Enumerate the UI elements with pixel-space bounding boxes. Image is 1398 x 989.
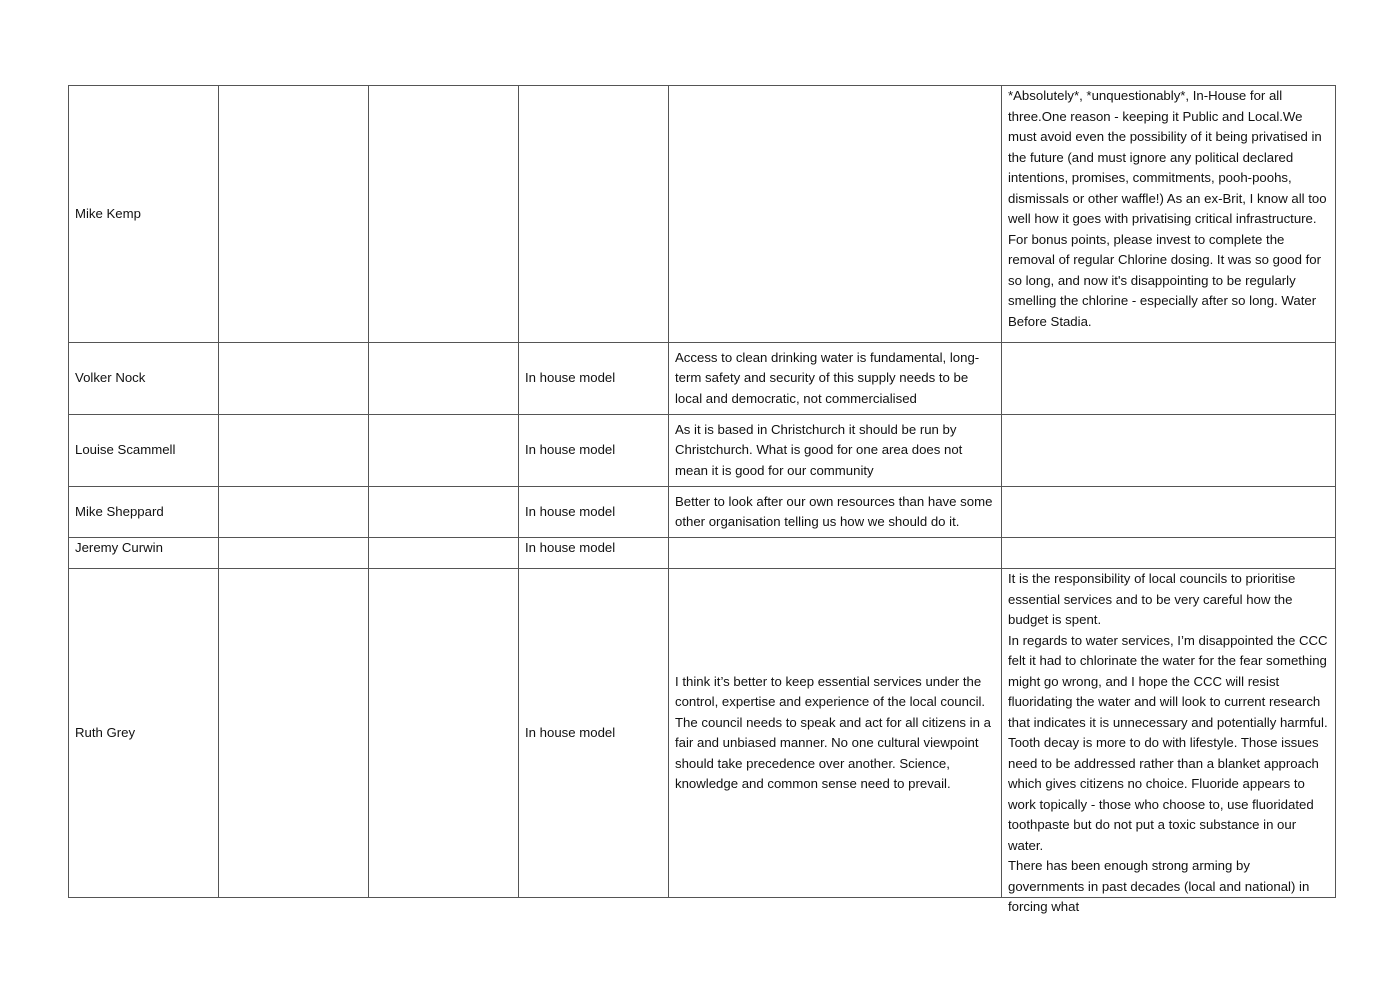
table-row	[69, 415, 1336, 487]
submitter-name: Mike Sheppard	[75, 503, 164, 519]
table-row	[69, 86, 1336, 343]
reason-cell	[669, 569, 1002, 898]
table-cell	[219, 569, 369, 898]
table-cell	[369, 569, 519, 898]
model-choice: In house model	[525, 370, 616, 386]
table-cell	[369, 86, 519, 343]
table-row	[69, 538, 1336, 569]
submitter-name: Jeremy Curwin	[75, 540, 163, 555]
submitter-name-cell	[69, 487, 219, 538]
submitter-name-cell	[69, 86, 219, 343]
reason-text: Access to clean drinking water is fundamental, long-term safety and security of this supply needs to be local and democratic, not commercialised	[675, 349, 980, 406]
comment-cell	[1002, 343, 1336, 415]
comment-cell	[1002, 86, 1336, 343]
submitter-name-cell	[69, 569, 219, 898]
model-choice: In house model	[525, 442, 616, 458]
model-cell	[519, 415, 669, 487]
submitter-name-cell	[69, 343, 219, 415]
table-cell	[369, 487, 519, 538]
table-cell	[219, 86, 369, 343]
model-cell	[519, 569, 669, 898]
comment-cell	[1002, 487, 1336, 538]
submitter-name: Louise Scammell	[75, 442, 176, 458]
comment-text: *Absolutely*, *unquestionably*, In-House for all three.One reason - keeping it Public and Local.We must avoid even the possibility of it being privatised in the future (and must ignore any political declared intentions, promises, commitments, pooh-poohs, dismissals or other waffle!) As an ex-Brit, I know all too well how it goes with privatising critical infrastructure. For bonus points, please invest to complete the removal of regular Chlorine dosing. It was so good for so long, and now it's disappointing to be regularly smelling the chlorine - especially after so long. Water Before Stadia.	[1008, 88, 1327, 329]
reason-cell	[669, 487, 1002, 538]
model-cell	[519, 538, 669, 569]
submitter-name-cell	[69, 538, 219, 569]
reason-text: I think it’s better to keep essential services under the control, expertise and experience of the local council. The council needs to speak and act for all citizens in a fair and unbiased manner. No one cultural viewpoint should take precedence over another. Science, knowledge and common sense need to prevail.	[675, 673, 991, 791]
reason-text: Better to look after our own resources than have some other organisation telling us how we should do it.	[675, 493, 993, 529]
comment-cell	[1002, 415, 1336, 487]
reason-text: As it is based in Christchurch it should be run by Christchurch. What is good for one area does not mean it is good for our community	[675, 421, 963, 478]
comment-cell	[1002, 538, 1336, 569]
table-cell	[219, 538, 369, 569]
model-choice: In house model	[525, 503, 616, 519]
submitter-name: Volker Nock	[75, 370, 146, 386]
table-row	[69, 487, 1336, 538]
model-cell	[519, 343, 669, 415]
table-cell	[219, 415, 369, 487]
comment-cell	[1002, 569, 1336, 914]
table-row	[69, 343, 1336, 415]
model-cell	[519, 487, 669, 538]
table-cell	[219, 487, 369, 538]
submitter-name: Ruth Grey	[75, 724, 136, 740]
reason-cell	[669, 343, 1002, 415]
comment-text: It is the responsibility of local councils to prioritise essential services and to be very careful how the budget is spent. In regards to water services, I’m disappointed the CCC felt it had to chlorinate the water for the fear something might go wrong, and I hope the CCC will resist fluoridating the water and will look to current research that indicates it is unnecessary and potentially harmful. Tooth decay is more to do with lifestyle. Those issues need to be addressed rather than a blanket approach which gives citizens no choice. Fluoride appears to work topically - those who choose to, use fluoridated toothpaste but do not put a toxic substance in our water. There has been enough strong arming by governments in past decades (local and national) in forcing what	[1008, 571, 1328, 914]
model-choice: In house model	[525, 540, 616, 555]
model-choice: In house model	[525, 724, 616, 740]
table-cell	[369, 538, 519, 569]
submitter-name-cell	[69, 415, 219, 487]
model-cell	[519, 86, 669, 343]
submissions-table	[68, 85, 1336, 914]
reason-cell	[669, 415, 1002, 487]
table-row	[69, 569, 1336, 898]
reason-cell	[669, 538, 1002, 569]
table-cell	[369, 415, 519, 487]
submitter-name: Mike Kemp	[75, 205, 141, 221]
table-cell	[369, 343, 519, 415]
table-cell	[219, 343, 369, 415]
reason-cell	[669, 86, 1002, 343]
